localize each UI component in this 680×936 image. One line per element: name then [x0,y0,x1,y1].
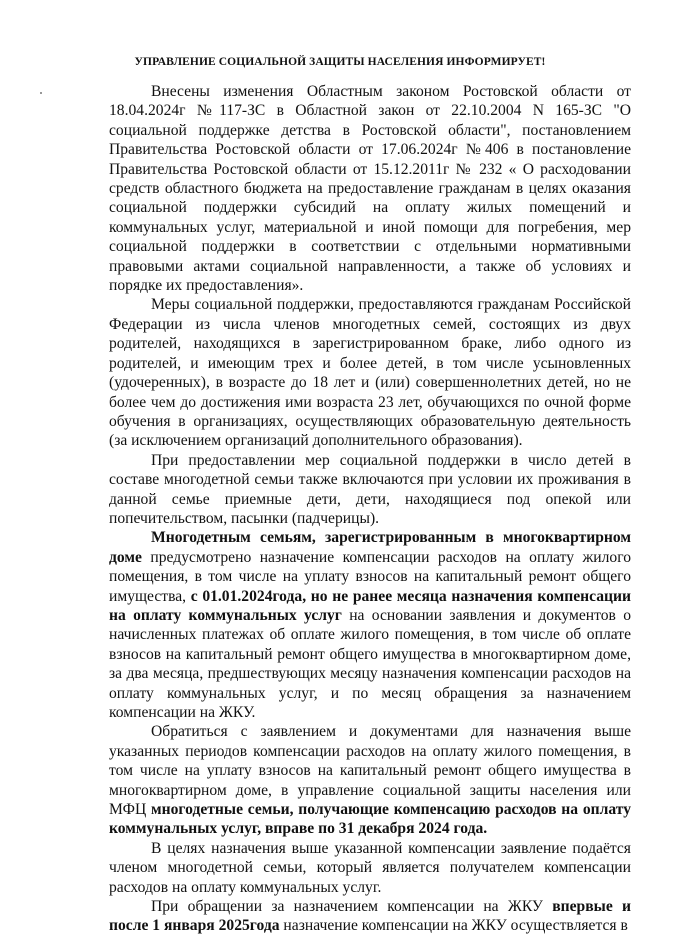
paragraph [109,295,631,450]
text-run: При обращении за назначением компенсации на ЖКУ [151,898,553,916]
text-run: назначение компенсации на ЖКУ осуществляется в [279,917,628,935]
paragraph [109,451,631,529]
paragraph [109,82,631,295]
bold-text: Многодетным семьям, зарегистрированным в многоквартирном доме [109,529,631,566]
paragraph [109,897,631,936]
bold-text: с 01.01.2024года, но не ранее месяца назначения компенсации на оплату коммунальных услуг [109,587,631,624]
text-run: Обратиться с заявлением и документами для назначения выше указанных периодов компенсации расходов на оплату жилого помещения, в том числе на уплату взносов на капитальный ремонт общего имущества в многоквартирном доме, в управление социальной защиты населения или МФЦ [109,723,631,819]
text-run: предусмотрено назначение компенсации расходов на оплату жилого помещения, в том числе на уплату взносов на капитальный ремонт общего имущества, [109,548,631,605]
paragraph [109,839,631,897]
text-run: При предоставлении мер социальной поддержки в число детей в составе многодетной семьи также включаются при условии их проживания в данной семье приемные дети, дети, находящиеся под опекой или попечительством, пасынки (падчерицы). [109,451,631,527]
bold-text: впервые и после 1 января 2025года [109,898,631,935]
text-run: В целях назначения выше указанной компенсации заявление подаётся членом многодетной семьи, который является получателем компенсации расходов на оплату коммунальных услуг. [109,839,631,896]
paragraph [109,528,631,722]
text-run: Меры социальной поддержки, предоставляются гражданам Российской Федерации из числа членов многодетных семей, состоящих из двух родителей, находящихся в зарегистрированном браке, либо одного из родителей, и имеющим трех и более детей, в том числе усыновленных (удочеренных), в возрасте до 18 лет и (или) совершеннолетних детей, но не более чем до достижения ими возраста 23 лет, обучающихся по очной форме обучения в организациях, осуществляющих образовательную деятельность (за исключением организаций дополнительного образования). [109,296,631,450]
text-run: на основании заявления и документов о начисленных платежах об оплате жилого помещения, в том числе об оплате взносов на капитальный ремонт общего имущества в многоквартирном доме, за два месяца, предшествующих месяцу назначения компенсации расходов на оплату коммунальных услуг, и по месяц обращения за назначением компенсации на ЖКУ. [109,606,631,721]
document-body [109,82,631,936]
paragraph [109,722,631,838]
bold-text: многодетные семьи, получающие компенсацию расходов на оплату коммунальных услуг, вправе по 31 декабря 2024 года. [109,801,631,838]
text-run: Внесены изменения Областным законом Ростовской области от 18.04.2024г №117-ЗС в Областной закон от 22.10.2004 N 165-ЗС "О социальной поддержке детства в Ростовской области", постановлением Правительства Ростовской области от 17.06.2024г №406 в постановление Правительства Ростовской области от 15.12.2011г № 232 « О расходовании средств областного бюджета на предоставление гражданам в целях оказания социальной поддержки субсидий на оплату жилых помещений и коммунальных услуг, материальной и иной помощи для погребения, мер социальной поддержки в соответствии с отдельными нормативными правовыми актами социальной направленности, а также об условиях и порядке их предоставления». [109,83,631,295]
document-heading: УПРАВЛЕНИЕ СОЦИАЛЬНОЙ ЗАЩИТЫ НАСЕЛЕНИЯ ИНФОРМИРУЕТ! [134,56,546,68]
scan-speck [40,92,42,94]
